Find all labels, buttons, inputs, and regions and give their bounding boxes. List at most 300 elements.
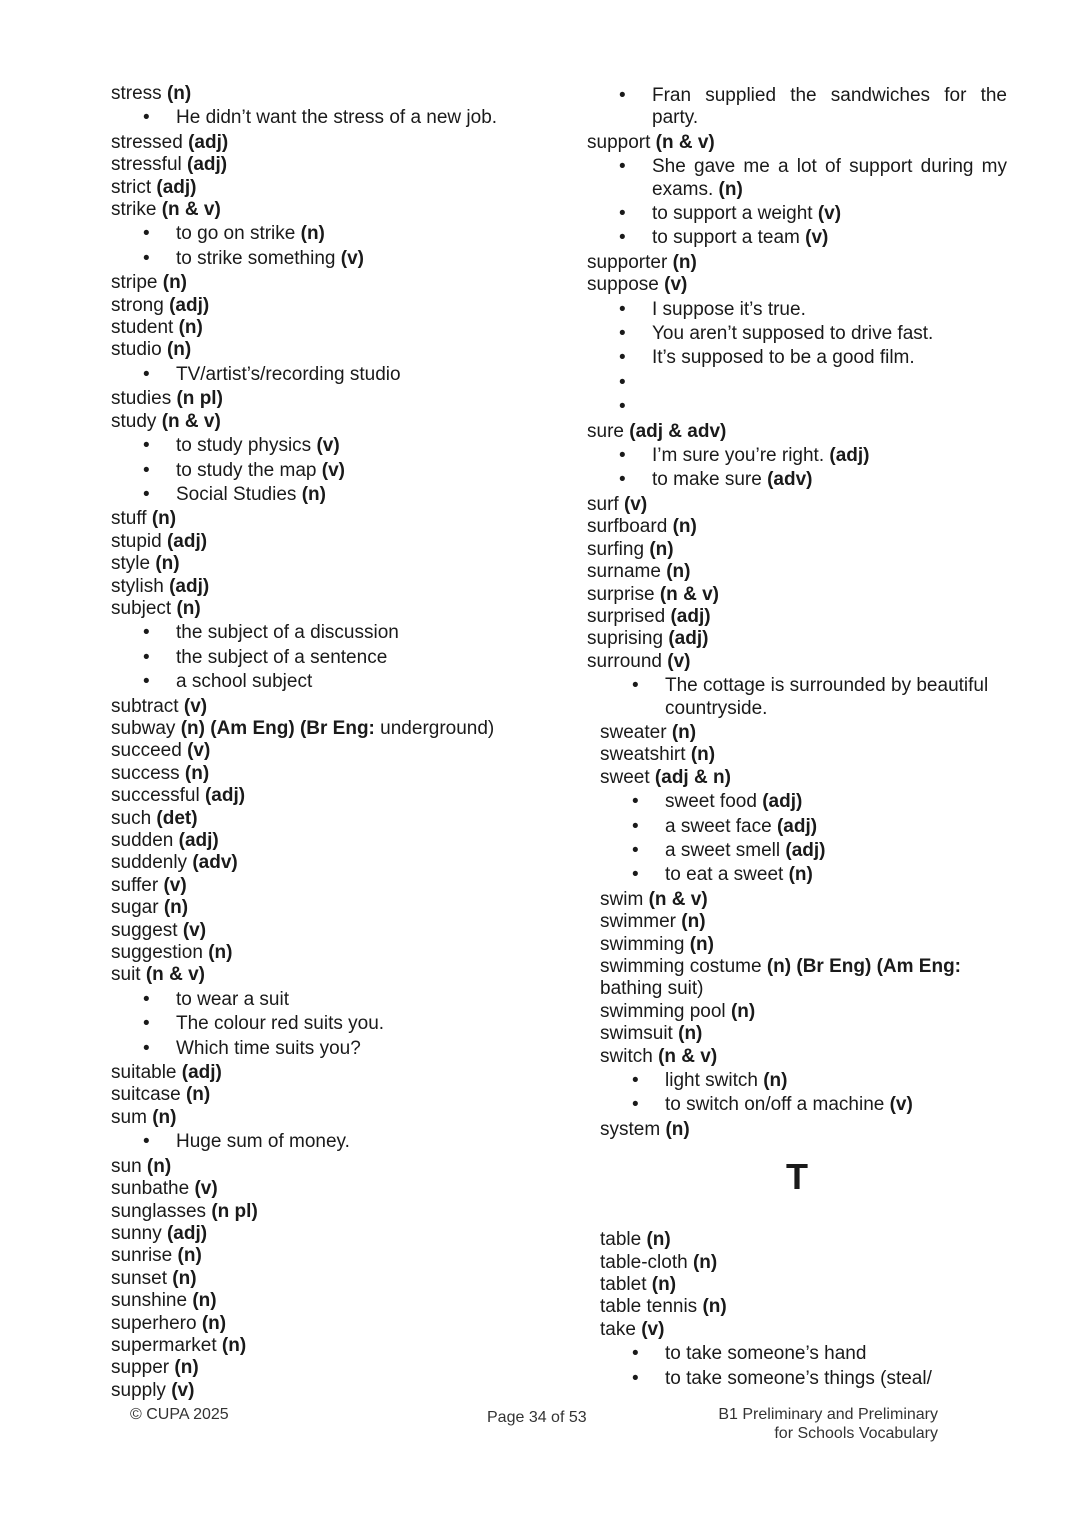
word-class-label: (v) — [187, 740, 211, 762]
example-item — [587, 816, 1007, 838]
headword: stressful — [111, 154, 182, 176]
headword: succeed — [111, 740, 182, 762]
vocab-entry — [111, 1156, 551, 1178]
example-item — [111, 435, 551, 457]
headword: table-cloth — [600, 1251, 688, 1273]
word-class-label: (v) — [641, 1318, 665, 1340]
word-class-label: (n) — [689, 933, 714, 955]
vocab-entry — [587, 978, 1007, 1000]
vocab-entry — [587, 584, 1007, 606]
headword: bathing suit) — [600, 978, 704, 1000]
headword: suit — [111, 964, 141, 986]
word-class-label: (n) — [152, 1106, 177, 1128]
footer-title — [718, 1405, 938, 1443]
example-item — [587, 675, 1007, 720]
headword: sunglasses — [111, 1200, 207, 1222]
headword: stressed — [111, 131, 183, 153]
example-list — [111, 223, 551, 270]
headword: take — [600, 1318, 636, 1340]
headword: supermarket — [111, 1334, 217, 1356]
vocab-entry — [587, 1229, 1007, 1251]
word-class-label: (v) — [667, 650, 691, 672]
word-class-label: (n) — [665, 1118, 690, 1140]
vocab-entry — [587, 1296, 1007, 1318]
word-class-label: (v) — [316, 435, 340, 457]
headword: supporter — [587, 251, 668, 273]
example-text: He didn’t want the stress of a new job. — [176, 107, 498, 129]
example-item — [587, 323, 1007, 345]
vocab-entry — [587, 561, 1007, 583]
word-class-label: (n) — [763, 1070, 788, 1092]
footer-title-line-1: B1 Preliminary and Preliminary — [718, 1406, 938, 1423]
word-class-label: (n) — [166, 339, 192, 361]
example-item — [111, 671, 551, 693]
example-text: The cottage is surrounded by beautiful countryside. — [665, 675, 989, 719]
footer-copyright: © CUPA 2025 — [130, 1406, 229, 1423]
vocab-entry — [587, 911, 1007, 933]
example-item — [587, 372, 1007, 394]
example-item — [587, 791, 1007, 813]
vocab-entry — [587, 494, 1007, 516]
headword: subject — [111, 597, 172, 619]
example-text: You aren’t supposed to drive fast. — [652, 323, 934, 345]
vocab-entry — [111, 1290, 551, 1312]
word-class-label: (n) — [666, 561, 691, 583]
vocab-entry — [587, 252, 1007, 274]
word-class-label: (v) — [889, 1094, 913, 1116]
headword: swimsuit — [600, 1023, 673, 1045]
example-list — [587, 1070, 1007, 1117]
vocab-entry — [111, 154, 551, 176]
vocab-entry — [111, 132, 551, 154]
headword: stupid — [111, 530, 162, 552]
vocab-entry — [111, 1084, 551, 1106]
vocab-entry — [587, 132, 1007, 154]
vocab-entry — [587, 1046, 1007, 1068]
vocab-entry — [111, 942, 551, 964]
section-letter-heading: T — [786, 1156, 808, 1198]
footer-title-line-2: for Schools Vocabulary — [774, 1425, 938, 1442]
headword: style — [111, 553, 151, 575]
example-list — [587, 791, 1007, 887]
right-column — [587, 83, 1007, 1392]
example-item — [587, 156, 1007, 201]
vocab-entry — [587, 274, 1007, 296]
headword: support — [587, 131, 651, 153]
word-class-label: (adj & n) — [654, 766, 731, 788]
example-list — [587, 85, 1007, 130]
vocab-entry — [111, 897, 551, 919]
word-class-label: (n) — [651, 1274, 677, 1296]
headword: suitable — [111, 1062, 177, 1084]
word-class-label: (n) — [177, 1245, 202, 1267]
vocab-entry — [111, 598, 551, 620]
headword: surf — [587, 493, 619, 515]
headword: suitcase — [111, 1084, 181, 1106]
word-class-label: (adj) — [776, 815, 818, 837]
word-class-label: (n) — [672, 251, 697, 273]
example-text: to support a weight — [652, 203, 813, 225]
headword: sunrise — [111, 1245, 173, 1267]
footer-page-number: Page 34 of 53 — [487, 1409, 587, 1426]
example-item — [111, 223, 551, 245]
word-class-label: (n) — [172, 1267, 197, 1289]
headword: sun — [111, 1155, 142, 1177]
vocab-entry — [111, 1178, 551, 1200]
word-class-label: (v) — [623, 493, 648, 515]
word-class-label: (det) — [156, 807, 198, 829]
vocab-entry — [587, 421, 1007, 443]
vocab-entry — [111, 317, 551, 339]
word-class-label: (n) — [692, 1251, 718, 1273]
example-item — [587, 396, 1007, 418]
headword: switch — [600, 1045, 653, 1067]
headword: tablet — [600, 1274, 647, 1296]
word-class-label: (n) — [671, 721, 697, 743]
example-item — [587, 1070, 1007, 1092]
example-item — [111, 622, 551, 644]
vocab-entry — [587, 767, 1007, 789]
word-class-label: (v) — [183, 695, 208, 717]
vocab-entry — [111, 83, 551, 105]
word-class-label: (adj) — [169, 575, 210, 597]
word-class-label: (n) — [155, 553, 180, 575]
headword: system — [600, 1118, 661, 1140]
headword: suggest — [111, 919, 178, 941]
example-list — [111, 435, 551, 506]
vocab-entry — [111, 920, 551, 942]
example-item — [111, 1131, 551, 1153]
vocab-entry — [111, 531, 551, 553]
word-class-label: (n) — [201, 1312, 227, 1334]
vocab-entry — [111, 718, 551, 740]
example-item — [587, 1343, 1007, 1365]
example-item — [587, 864, 1007, 886]
word-class-label: (n) — [174, 1357, 199, 1379]
vocab-entry — [111, 964, 551, 986]
word-class-label: (adj & adv) — [629, 420, 727, 442]
example-list — [587, 156, 1007, 250]
word-class-label: (n) — [690, 744, 716, 766]
example-text: a school subject — [176, 671, 313, 693]
vocab-entry — [111, 1357, 551, 1379]
vocab-entry — [587, 539, 1007, 561]
headword: surfing — [587, 538, 645, 560]
headword: suggestion — [111, 942, 203, 964]
word-class-label: (n) — [718, 178, 743, 200]
headword: sunshine — [111, 1290, 188, 1312]
example-item — [111, 364, 551, 386]
word-class-label: (n) — [672, 516, 697, 538]
example-text: the subject of a sentence — [176, 646, 388, 668]
headword: swimming costume — [600, 956, 762, 977]
left-column — [111, 83, 551, 1402]
vocab-entry — [587, 722, 1007, 744]
word-class-label: (adj) — [181, 1062, 222, 1084]
headword: stylish — [111, 575, 164, 597]
word-class-label: (v) — [321, 459, 345, 481]
headword: subway — [111, 717, 176, 739]
word-class-label: (n) — [166, 83, 192, 104]
vocab-entry — [111, 1380, 551, 1402]
word-class-label: (adj) — [178, 830, 219, 851]
word-class-label: (adj) — [668, 628, 709, 650]
vocab-entry — [111, 763, 551, 785]
vocab-entry — [111, 852, 551, 874]
word-class-label: (n) — [702, 1296, 727, 1318]
vocab-entry — [111, 1107, 551, 1129]
alternative-word: underground) — [380, 717, 495, 739]
example-item — [587, 85, 1007, 130]
headword: suddenly — [111, 852, 188, 874]
vocab-entry — [587, 1274, 1007, 1296]
example-text: She gave me a lot of support during my exams. — [652, 156, 1007, 200]
example-item — [111, 107, 551, 129]
headword: such — [111, 807, 152, 829]
headword: sugar — [111, 897, 159, 919]
vocab-entry — [587, 956, 1007, 978]
example-item — [587, 840, 1007, 862]
example-text: to eat a sweet — [665, 864, 784, 886]
headword: supply — [111, 1379, 166, 1401]
headword: subtract — [111, 695, 179, 717]
example-list — [111, 1131, 551, 1153]
headword: surprised — [587, 605, 666, 627]
word-class-label: (n) — [681, 911, 706, 933]
example-text: to go on strike — [176, 223, 296, 245]
vocab-entry — [587, 1001, 1007, 1023]
word-class-label: (adj) — [187, 154, 228, 176]
headword: surround — [587, 650, 662, 672]
example-item — [587, 1368, 1007, 1390]
vocab-entry — [587, 1023, 1007, 1045]
headword: supper — [111, 1357, 170, 1379]
headword: sweatshirt — [600, 744, 686, 766]
headword: success — [111, 762, 180, 784]
example-text: Social Studies — [176, 483, 297, 505]
example-item — [111, 1013, 551, 1035]
word-class-label: (n) — [163, 897, 189, 919]
word-class-label: (adj) — [169, 294, 210, 316]
headword: suppose — [587, 274, 659, 296]
word-class-label: (n & v) — [659, 583, 719, 605]
headword: swimming — [600, 933, 685, 955]
word-class-label: (v) — [182, 919, 207, 941]
example-text: Huge sum of money. — [176, 1131, 350, 1153]
word-class-label: (n pl) — [176, 388, 223, 410]
example-list — [587, 445, 1007, 492]
word-class-label: (n) — [300, 223, 325, 245]
word-class-label: (adv) — [192, 852, 238, 874]
example-item — [111, 460, 551, 482]
word-class-label: (adj) — [156, 176, 197, 198]
example-list — [111, 107, 551, 129]
word-class-label: (n) — [301, 483, 326, 505]
word-class-label: (n) — [208, 942, 233, 964]
example-item — [111, 647, 551, 669]
word-class-label: (n & v) — [658, 1045, 718, 1067]
example-item — [111, 484, 551, 506]
example-item — [111, 248, 551, 270]
word-class-label: (n & v) — [655, 131, 715, 153]
example-text: sweet food — [665, 791, 757, 813]
vocab-entry — [111, 199, 551, 221]
example-text: Fran supplied the sandwiches for the party. — [652, 85, 1007, 129]
example-item — [587, 445, 1007, 467]
word-class-label: (adj) — [166, 1222, 208, 1244]
vocab-entry — [111, 1335, 551, 1357]
headword: sunset — [111, 1267, 167, 1289]
example-text: a sweet smell — [665, 839, 781, 861]
headword: superhero — [111, 1312, 197, 1334]
example-list — [111, 622, 551, 693]
word-class-label: (adj) — [204, 785, 246, 807]
headword: sum — [111, 1106, 147, 1128]
example-item — [587, 299, 1007, 321]
headword: sunbathe — [111, 1178, 190, 1200]
headword: swimming pool — [600, 1000, 726, 1022]
example-text: to study the map — [176, 459, 317, 481]
word-class-label: (n) (Br Eng) (Am Eng: — [766, 956, 962, 977]
word-class-label: (v) — [805, 227, 829, 249]
example-text: to wear a suit — [176, 988, 289, 1010]
example-text: I’m sure you’re right. — [652, 445, 825, 467]
vocab-entry — [587, 516, 1007, 538]
word-class-label: (n & v) — [145, 964, 205, 986]
example-item — [587, 347, 1007, 369]
vocab-entry — [587, 628, 1007, 650]
headword: surname — [587, 561, 661, 583]
headword: swimmer — [600, 911, 676, 933]
word-class-label: (n) — [788, 864, 813, 886]
example-item — [111, 989, 551, 1011]
headword: suprising — [587, 628, 664, 650]
vocab-entry — [111, 553, 551, 575]
example-text: a sweet face — [665, 815, 772, 837]
vocab-entry — [587, 889, 1007, 911]
word-class-label: (v) — [171, 1379, 195, 1401]
headword: studies — [111, 388, 172, 410]
vocab-entry — [111, 1268, 551, 1290]
example-text: to study physics — [176, 435, 312, 457]
example-text: light switch — [665, 1070, 758, 1092]
headword: table — [600, 1229, 642, 1251]
example-text: to support a team — [652, 227, 800, 249]
example-text: the subject of a discussion — [176, 622, 399, 644]
word-class-label: (n & v) — [161, 199, 221, 221]
example-text: I suppose it’s true. — [652, 298, 806, 320]
vocab-entry — [111, 875, 551, 897]
headword: suffer — [111, 874, 159, 896]
word-class-label: (n) — [146, 1155, 172, 1177]
vocab-entry — [111, 411, 551, 433]
word-class-label: (n) — [646, 1229, 671, 1251]
example-list — [587, 299, 1007, 419]
word-class-label: (adv) — [767, 469, 813, 491]
headword: sunny — [111, 1222, 162, 1244]
word-class-label: (n) — [192, 1290, 217, 1312]
word-class-label: (n & v) — [648, 888, 708, 910]
word-class-label: (v) — [194, 1178, 218, 1200]
word-class-label: (n) — [176, 597, 201, 619]
word-class-label: (n) (Am Eng) (Br Eng: — [180, 717, 375, 739]
vocab-entry — [111, 1245, 551, 1267]
example-item — [587, 227, 1007, 249]
vocab-entry — [111, 1201, 551, 1223]
vocab-entry — [587, 606, 1007, 628]
word-class-label: (n & v) — [161, 410, 221, 432]
vocab-entry — [111, 508, 551, 530]
vocab-entry — [111, 1223, 551, 1245]
headword: studio — [111, 339, 162, 361]
vocab-entry — [587, 744, 1007, 766]
example-text: The colour red suits you. — [176, 1013, 385, 1035]
headword: sweater — [600, 721, 667, 743]
example-item — [587, 469, 1007, 491]
headword: successful — [111, 785, 200, 807]
word-class-label: (n) — [678, 1023, 703, 1045]
word-class-label: (adj) — [670, 605, 711, 627]
vocab-entry — [111, 272, 551, 294]
example-text: It’s supposed to be a good film. — [652, 347, 915, 369]
vocab-entry — [111, 1062, 551, 1084]
word-class-label: (n) — [184, 762, 210, 784]
vocab-entry — [587, 1319, 1007, 1341]
vocab-entry — [111, 830, 551, 852]
headword: strong — [111, 294, 164, 316]
vocab-entry — [111, 177, 551, 199]
headword: table tennis — [600, 1296, 698, 1318]
example-text: to take someone’s hand — [665, 1343, 867, 1365]
headword: stress — [111, 83, 162, 104]
example-list — [111, 989, 551, 1060]
word-class-label: (n) — [151, 508, 177, 530]
word-class-label: (adj) — [188, 131, 229, 153]
vocab-entry — [587, 1252, 1007, 1274]
vocab-entry — [587, 1119, 1007, 1141]
vocab-entry — [111, 388, 551, 410]
word-class-label: (n) — [221, 1334, 247, 1356]
headword: surfboard — [587, 516, 668, 538]
example-list — [111, 364, 551, 386]
word-class-label: (n) — [185, 1084, 211, 1106]
vocab-entry — [111, 295, 551, 317]
word-class-label: (n) — [178, 317, 203, 339]
headword: stuff — [111, 508, 147, 530]
word-class-label: (adj) — [829, 445, 870, 467]
example-item — [111, 1038, 551, 1060]
example-list — [587, 675, 1007, 720]
vocab-entry — [111, 576, 551, 598]
example-list — [587, 1343, 1007, 1390]
vocab-entry — [111, 740, 551, 762]
word-class-label: (adj) — [166, 530, 208, 552]
headword: stripe — [111, 272, 158, 294]
example-text: Which time suits you? — [176, 1037, 361, 1059]
word-class-label: (n) — [162, 272, 188, 294]
word-class-label: (n pl) — [211, 1200, 258, 1222]
vocab-entry — [111, 696, 551, 718]
vocab-entry — [111, 808, 551, 830]
headword: sudden — [111, 830, 174, 851]
headword: sure — [587, 420, 624, 442]
headword: surprise — [587, 583, 655, 605]
example-text: to switch on/off a machine — [665, 1094, 885, 1116]
word-class-label: (n) — [730, 1000, 756, 1022]
headword: student — [111, 317, 174, 339]
example-text: to strike something — [176, 247, 336, 269]
vocab-entry — [587, 651, 1007, 673]
